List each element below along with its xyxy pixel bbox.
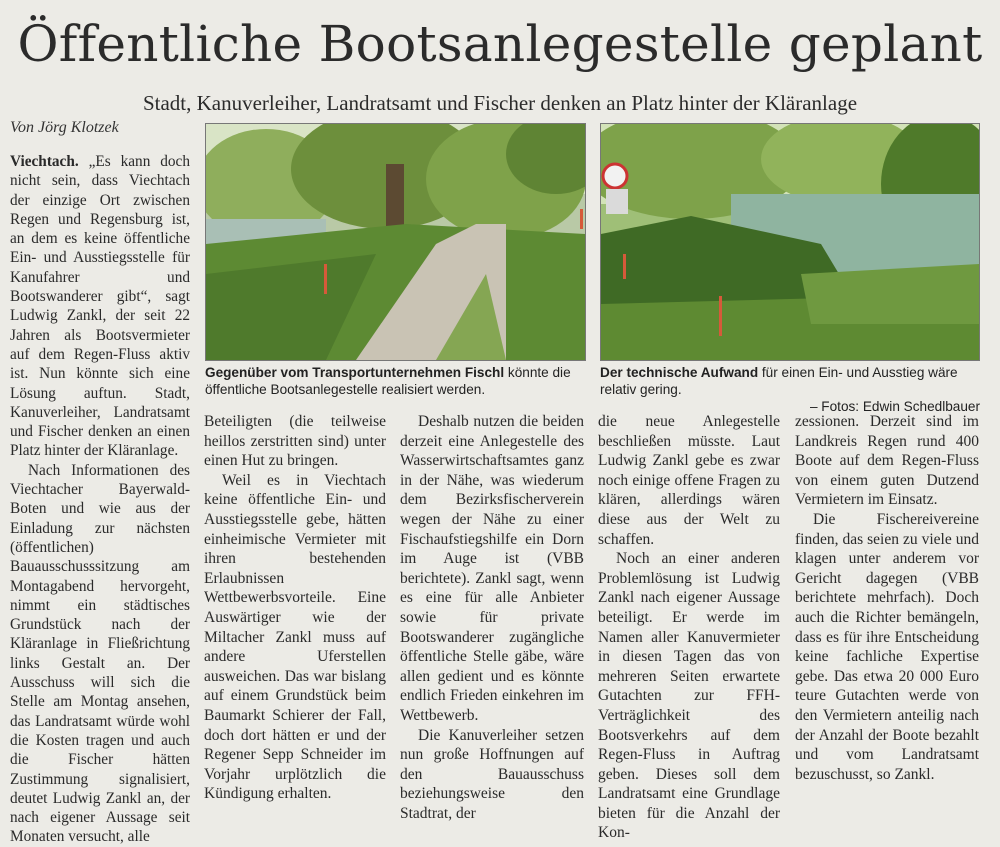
dateline: Viechtach.: [10, 153, 79, 170]
photo-riverbank: [600, 123, 980, 361]
photo-caption-2: [600, 364, 980, 415]
article-column-1: [10, 152, 190, 847]
column-2-paragraph-2: Weil es in Viechtach keine öffentliche Ein- und Ausstiegsstelle gebe, hätten einheimische Vermieter mit ihren bestehenden Erlaubnissen Wettbewerbsvorteile. Eine Auswärtiger wie der Miltacher Zankl muss auf andere Uferstellen ausweichen. Das war bislang auf einem Grundstück beim Baumarkt Schierer der Fall, doch dort hätten er und der Regener Sepp Schneider im Vorjahr urplötzlich die Kündigung erhalten.: [204, 471, 386, 803]
column-3-paragraph-2: Die Kanuverleiher setzen nun große Hoffnungen auf den Bauausschuss beziehungsweise den Stadtrat, der: [400, 726, 584, 822]
byline: Von Jörg Klotzek: [10, 119, 119, 136]
column-1-paragraph-2: Nach Informationen des Viechtacher Bayerwald-Boten und wie aus der Einladung zur nächsten (öffentlichen) Bauausschusssitzung am Montagabend hervorgeht, nimmt ein städtisches Grundstück nach der Kläranlage in Fließrichtung links Gestalt an. Der Ausschuss will sich die Stelle am Montag ansehen, das Landratsamt würde wohl die Kosten tragen und auch die Fischer hätten Zustimmung signalisiert, deutet Ludwig Zankl an, der nach eigener Aussage seit Monaten versucht, alle: [10, 461, 190, 846]
caption-1-text: könnte die öffentliche Bootsanlegestelle realisiert werden.: [205, 365, 571, 397]
article-column-2: [204, 412, 386, 804]
subheadline: Stadt, Kanuverleiher, Landratsamt und Fischer denken an Platz hinter der Kläranlage: [142, 91, 858, 115]
caption-2-bold: Der technische Aufwand: [600, 365, 759, 380]
caption-2-text: für einen Ein- und Ausstieg wäre relativ gering.: [600, 365, 958, 397]
photo-credit: – Fotos: Edwin Schedlbauer: [809, 399, 980, 414]
article-column-5: [795, 412, 979, 784]
article-column-4: [598, 412, 780, 843]
column-3-paragraph-1: Deshalb nutzen die beiden derzeit eine Anlegestelle des Wasserwirtschaftsamtes ganz in der Nähe, was wiederum dem Bezirksfischerverein wegen der Nähe zu einer Fischaufstiegshilfe ein Dorn im Auge ist (VBB berichtete). Zankl sagt, wenn es eine für alle Anbieter sowie für private Bootswanderer zugängliche öffentliche Stelle gäbe, wäre allen gedient und es könnte endlich Frieden einkehren im Wettbewerb.: [400, 413, 584, 724]
column-5-paragraph-1: zessionen. Derzeit sind im Landkreis Regen rund 400 Boote auf dem Regen-Fluss von einem guten Dutzend Vermietern im Einsatz.: [795, 413, 979, 509]
photo-caption-1: [205, 364, 585, 398]
column-5-paragraph-2: Die Fischereivereine finden, das seien zu viele und klagen unter anderem vor Gericht dagegen (VBB berichtete mehrfach). Doch auch die Richter bemängeln, dass es für ihre Entscheidung keine fachliche Expertise gebe. Das etwa 20 000 Euro teure Gutachten werde von den Vermietern anteilig nach der Anzahl der Boote bezahlt und vom Landratsamt bezuschusst, so Zankl.: [795, 510, 979, 783]
article-column-3: [400, 412, 584, 823]
photo-riverside-path: [205, 123, 586, 361]
column-4-paragraph-2: Noch an einer anderen Problemlösung ist Ludwig Zankl nach eigener Aussage beteiligt. Er werde im Namen aller Kanuvermieter in diesen Tagen das von mehreren Seiten erwartete Gutachten zur FFH-Verträglichkeit des Bootsverkehrs auf dem Regen-Fluss in Auftrag geben. Dieses soll dem Landratsamt eine Grundlage bieten für die Anzahl der Kon-: [598, 550, 780, 842]
column-4-paragraph-1: die neue Anlegestelle beschließen müsste. Laut Ludwig Zankl gebe es zwar noch einige offene Fragen zu klären, allerdings wären diese aus der Welt zu schaffen.: [598, 413, 780, 548]
column-1-text-1: „Es kann doch nicht sein, dass Viechtach der einzige Ort zwischen Regen und Regensburg ist, an dem es keine öffentliche Ein- und Ausstiegsstelle für Kanufahrer und Bootswanderer gibt“, sagt Ludwig Zankl, der seit 22 Jahren als Bootsvermieter auf dem Regen-Fluss aktiv ist. Nun könnte sich eine Lösung auftun. Stadt, Kanuverleiher, Landratsamt und Fischer denken an einen Platz hinter der Kläranlage.: [10, 153, 190, 460]
column-2-paragraph-1: Beteiligten (die teilweise heillos zerstritten sind) unter einen Hut zu bringen.: [204, 413, 386, 470]
column-1-paragraph-1: [10, 152, 190, 461]
headline: Öffentliche Bootsanlegestelle geplant: [17, 15, 983, 73]
caption-1-bold: Gegenüber vom Transportunternehmen Fischl: [205, 365, 505, 380]
